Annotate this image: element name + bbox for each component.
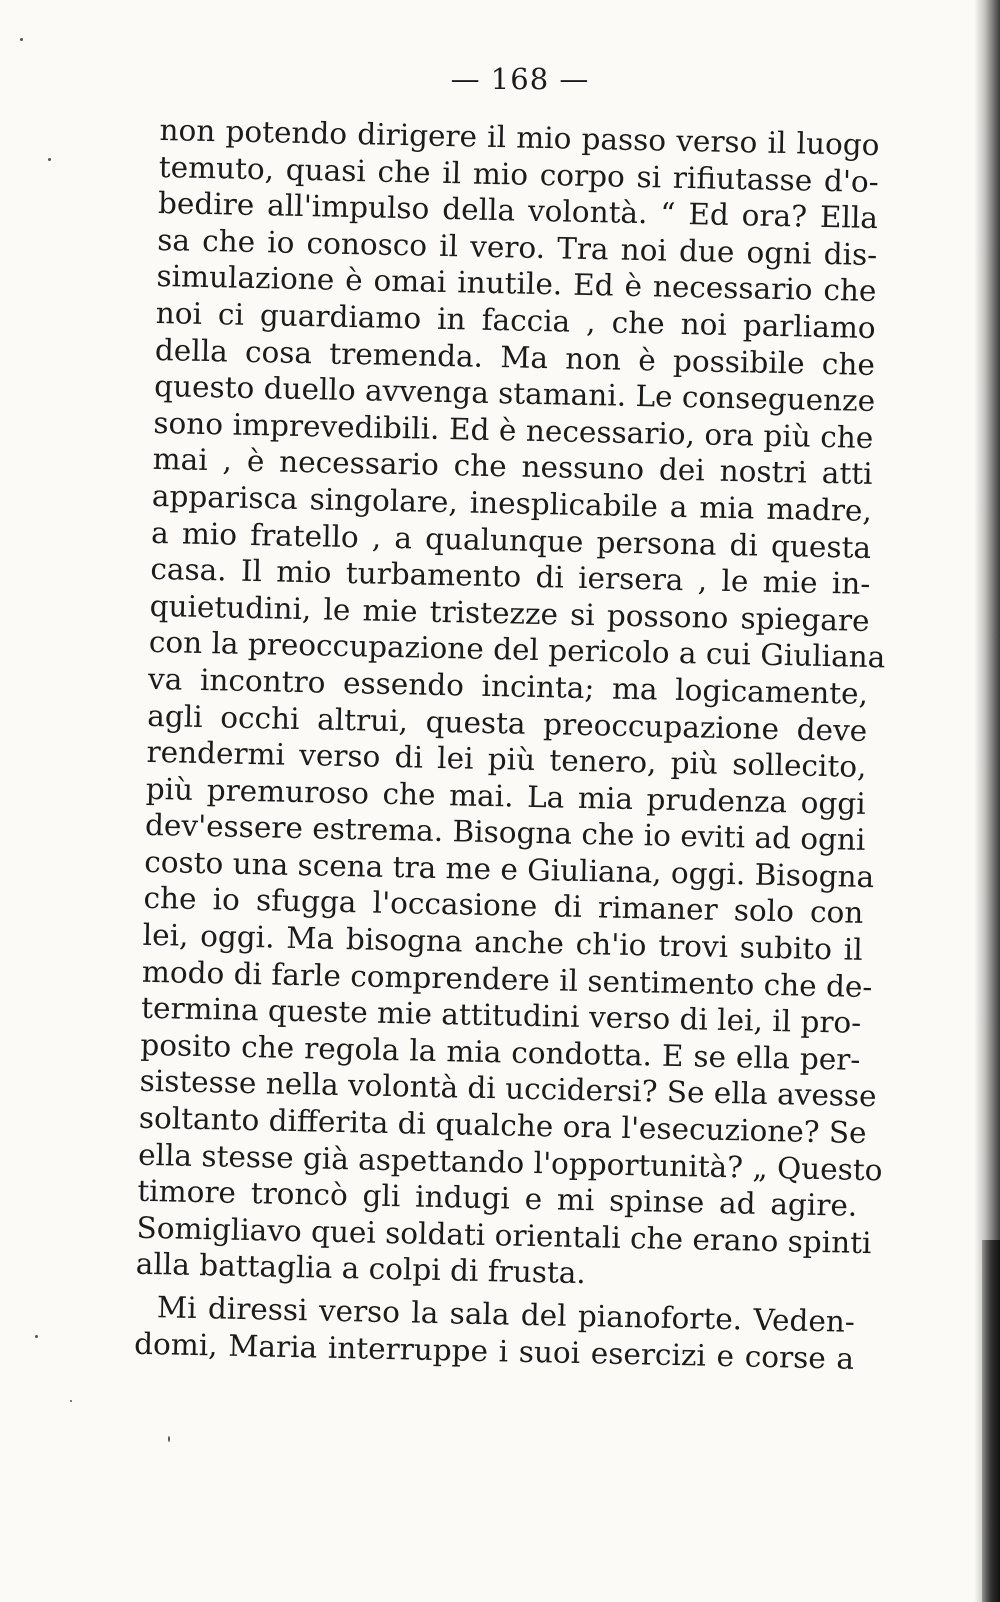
text-line: apparisca singolare, inesplicabile a mia madre, (151, 478, 873, 528)
text-line: Mi diressi verso la sala del pianoforte. Veden- (156, 1290, 856, 1339)
text-line: simulazione è omai inutile. Ed è necessario che (156, 259, 877, 309)
text-line: Somigliavo quei soldati orientali che erano spinti (136, 1210, 872, 1260)
text-line: sa che io conosco il vero. Tra noi due ogni dis- (156, 222, 878, 272)
text-line: bedire all'impulso della volontà. “ Ed ora? Ella (157, 186, 879, 236)
text-line: a mio fratello , a qualunque persona di questa (150, 515, 872, 565)
text-line: soltanto differita di qualche ora l'esecuzione? Se (138, 1100, 867, 1151)
text-line: casa. Il mio turbamento di iersera , le mie in- (150, 552, 871, 602)
text-line: timore troncò gli indugi e mi spinse ad agire. (137, 1173, 858, 1224)
text-line: questo duello avvenga stamani. Le conseguenze (153, 369, 876, 419)
text-line: ella stesse già aspettando l'opportunità? „ Questo (137, 1137, 883, 1187)
paragraph-1 (135, 112, 886, 1298)
text-line: modo di farle comprendere il sentimento che de- (141, 954, 873, 1004)
text-line: agli occhi altrui, questa preoccupazione deve (147, 698, 868, 748)
body-text (133, 112, 886, 1377)
text-line: quietudini, le mie tristezze si possono spiegare (149, 588, 870, 638)
text-line: va incontro essendo incinta; ma logicamente, (147, 661, 869, 711)
text-line: domi, Maria interruppe i suoi esercizi e corse a (133, 1326, 855, 1376)
text-line: temuto, quasi che il mio corpo si rifiutasse d'o- (158, 149, 880, 199)
text-line: dev'essere estrema. Bisogna che io eviti ad ogni (144, 808, 866, 858)
text-line: più premuroso che mai. La mia prudenza oggi (145, 771, 867, 821)
text-line: sistesse nella volontà di uccidersi? Se ella avesse (139, 1064, 877, 1114)
text-line: noi ci guardiamo in faccia , che noi parliamo (155, 295, 876, 345)
text-line: mai , è necessario che nessuno dei nostri atti (152, 442, 873, 492)
text-line: che io sfugga l'occasione di rimaner solo con (143, 881, 864, 931)
text-line: non potendo dirigere il mio passo verso il luogo (159, 112, 880, 163)
paragraph-2 (134, 1289, 855, 1377)
paper-speck (48, 158, 51, 161)
paper-speck (70, 1400, 72, 1402)
page-edge-dark (982, 1240, 1000, 1602)
page-number: — 168 — (450, 62, 590, 96)
paper-speck (20, 38, 23, 41)
text-line: rendermi verso di lei più tenero, più sollecito, (146, 734, 867, 785)
text-line: lei, oggi. Ma bisogna anche ch'io trovi subito il (142, 917, 863, 967)
text-line: termina queste mie attitudini verso di lei, il pro- (140, 991, 862, 1041)
text-line: costo una scena tra me e Giuliana, oggi. Bisogna (143, 844, 875, 894)
text-line: posito che regola la mia condotta. E se ella per- (140, 1027, 861, 1077)
text-line: della cosa tremenda. Ma non è possibile che (154, 332, 876, 382)
text-line: alla battaglia a colpi di frusta. (135, 1247, 587, 1291)
text-line: sono imprevedibili. Ed è necessario, ora più che (153, 405, 874, 455)
text-line: con la preoccupazione del pericolo a cui Giuliana (148, 625, 886, 675)
paper-speck (168, 1436, 170, 1442)
paper-speck (35, 1335, 38, 1338)
